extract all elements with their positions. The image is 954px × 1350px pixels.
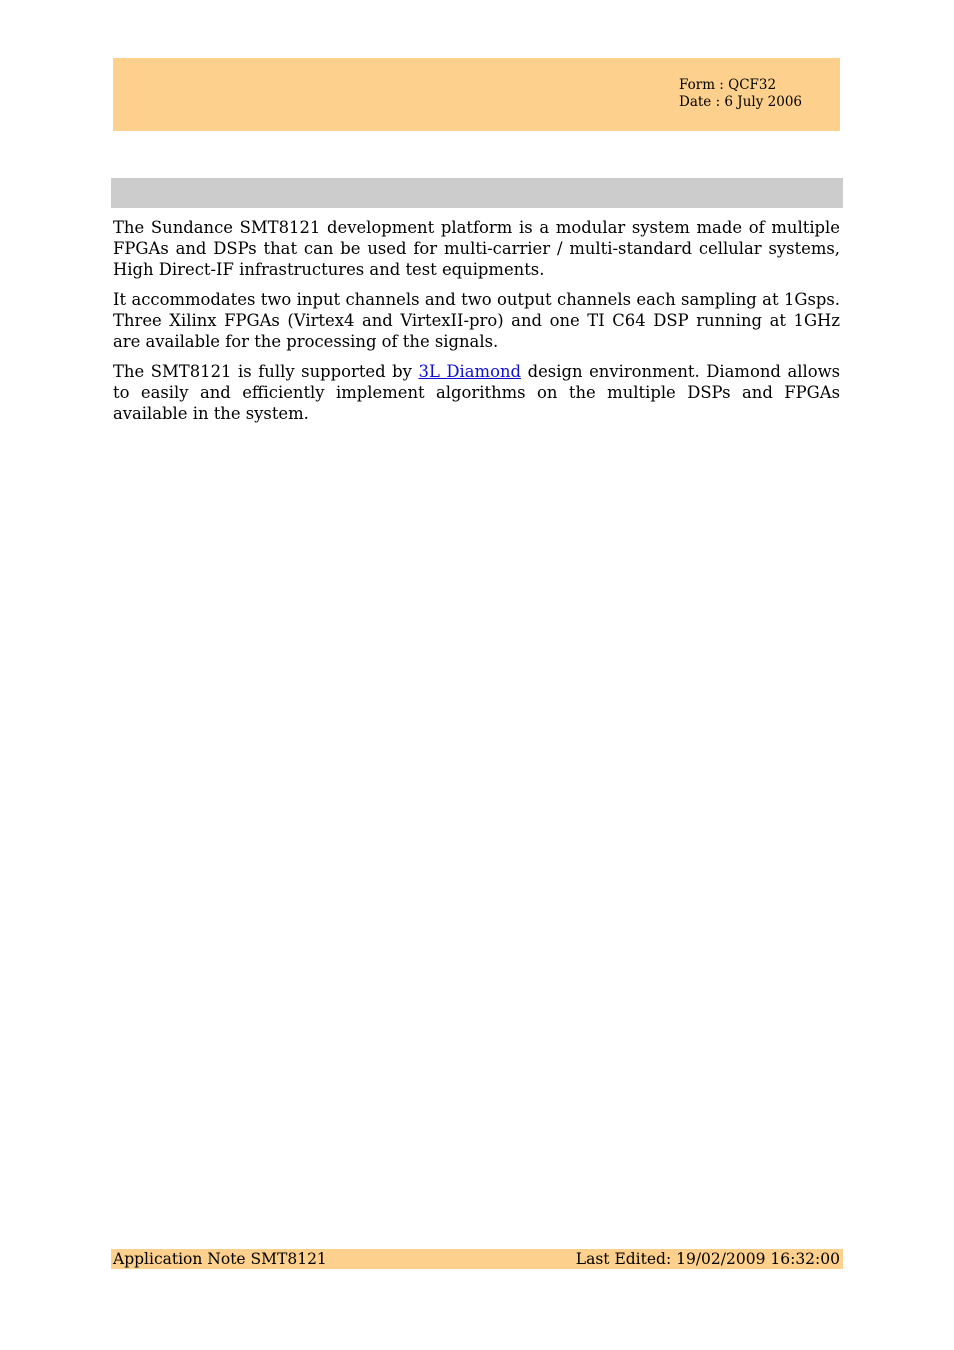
diamond-link[interactable]: 3L Diamond (418, 362, 522, 381)
header-band (113, 58, 840, 131)
paragraph-channels: It accommodates two input channels and two output channels each sampling at 1Gsps. Three Xilinx FPGAs (Virtex4 and VirtexII-pro) and one TI C64 DSP running at 1GHz are available for the processing of the signals. (113, 290, 840, 351)
footer-last-edited: Last Edited: 19/02/2009 16:32:00 (575, 1250, 840, 1268)
header-meta (679, 77, 802, 111)
paragraph-intro: The Sundance SMT8121 development platform is a modular system made of multiple FPGAs and DSPs that can be used for multi-carrier / multi-standard cellular systems, High Direct-IF infrastructures and test equipments. (113, 218, 840, 279)
footer-document-title: Application Note SMT8121 (113, 1250, 327, 1268)
paragraph-diamond-text-start: The SMT8121 is fully supported by (113, 362, 419, 381)
document-body (113, 217, 840, 433)
form-date: Date : 6 July 2006 (679, 94, 802, 110)
paragraph-diamond-text-end: design environment. Diamond allows to easily and efficiently implement algorithms on the multiple DSPs and FPGAs available in the system. (113, 362, 841, 423)
paragraph-diamond (113, 361, 840, 424)
form-number: Form : QCF32 (679, 77, 777, 93)
section-heading-bar (111, 178, 843, 208)
footer-band (111, 1249, 843, 1269)
